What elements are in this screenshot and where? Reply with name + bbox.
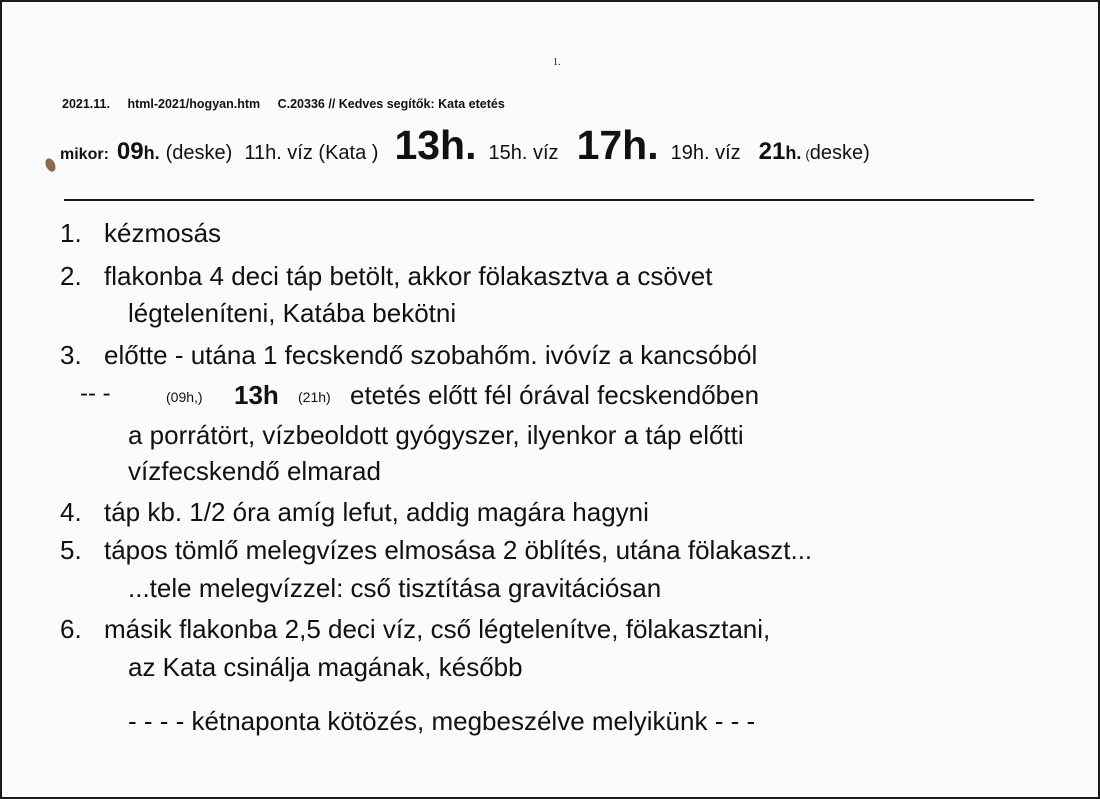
step-text: flakonba 4 deci táp betölt, akkor fölakasztva a csövet: [104, 261, 713, 291]
page-number: 1.: [553, 57, 561, 68]
time-13: 13h: [394, 122, 466, 168]
step-text: táp kb. 1/2 óra amíg lefut, addig magára hagyni: [104, 497, 649, 527]
time-13-dot: .: [465, 122, 477, 168]
time-21-suffix: h.: [785, 143, 802, 163]
step-text: kézmosás: [104, 218, 222, 248]
time-21: 21: [758, 138, 786, 165]
medication-continuation-2: vízfecskendő elmarad: [128, 456, 381, 486]
paper-speck: [43, 157, 57, 173]
note-09: (deske): [165, 142, 233, 164]
header-file: html-2021/hogyan.htm: [127, 97, 261, 111]
medication-time-13: 13h: [234, 380, 279, 410]
header-divider: [64, 199, 1034, 201]
medication-continuation-1: a porrátört, vízbeoldott gyógyszer, ilyenkor a táp előtti: [128, 420, 744, 450]
document-header: [62, 97, 519, 111]
medication-text: etetés előtt fél órával fecskendőben: [350, 380, 760, 410]
step-5-continuation: ...tele melegvízzel: cső tisztítása gravitációsan: [128, 573, 662, 603]
feeding-schedule: [60, 122, 870, 169]
medication-dash: -- -: [80, 380, 111, 407]
schedule-label: mikor:: [60, 146, 109, 163]
step-number: 5.: [60, 535, 82, 565]
step-6-continuation: az Kata csinálja magának, később: [128, 652, 523, 682]
header-title: C.20336 // Kedves segítők: Kata etetés: [277, 97, 505, 111]
time-17: 17h: [576, 122, 648, 168]
time-15-note: 15h. víz: [488, 142, 559, 164]
note-21: deske): [809, 142, 870, 164]
header-date: 2021.11.: [62, 97, 110, 111]
time-17-dot: .: [647, 122, 659, 168]
note-21-paren: (: [805, 147, 810, 162]
step-text: előtte - utána 1 fecskendő szobahőm. ivóvíz a kancsóból: [104, 340, 758, 370]
step-number: 1.: [60, 218, 82, 248]
medication-time-09: (09h,): [166, 389, 203, 405]
step-number: 2.: [60, 261, 82, 291]
step-number: 4.: [60, 497, 82, 527]
footer-note: - - - - kétnaponta kötözés, megbeszélve melyikünk - - -: [128, 706, 756, 736]
step-number: 3.: [60, 340, 82, 370]
step-number: 6.: [60, 614, 82, 644]
time-11-note: 11h. víz (Kata ): [244, 142, 379, 164]
time-09-suffix: h.: [143, 143, 160, 163]
time-19-note: 19h. víz: [670, 142, 741, 164]
medication-time-21: (21h): [298, 389, 331, 405]
step-text: másik flakonba 2,5 deci víz, cső légtelenítve, fölakasztani,: [104, 614, 771, 644]
step-2-continuation: légteleníteni, Katába bekötni: [128, 298, 457, 328]
time-09: 09: [116, 138, 144, 165]
step-text: tápos tömlő melegvízes elmosása 2 öblítés, utána fölakaszt...: [104, 535, 813, 565]
